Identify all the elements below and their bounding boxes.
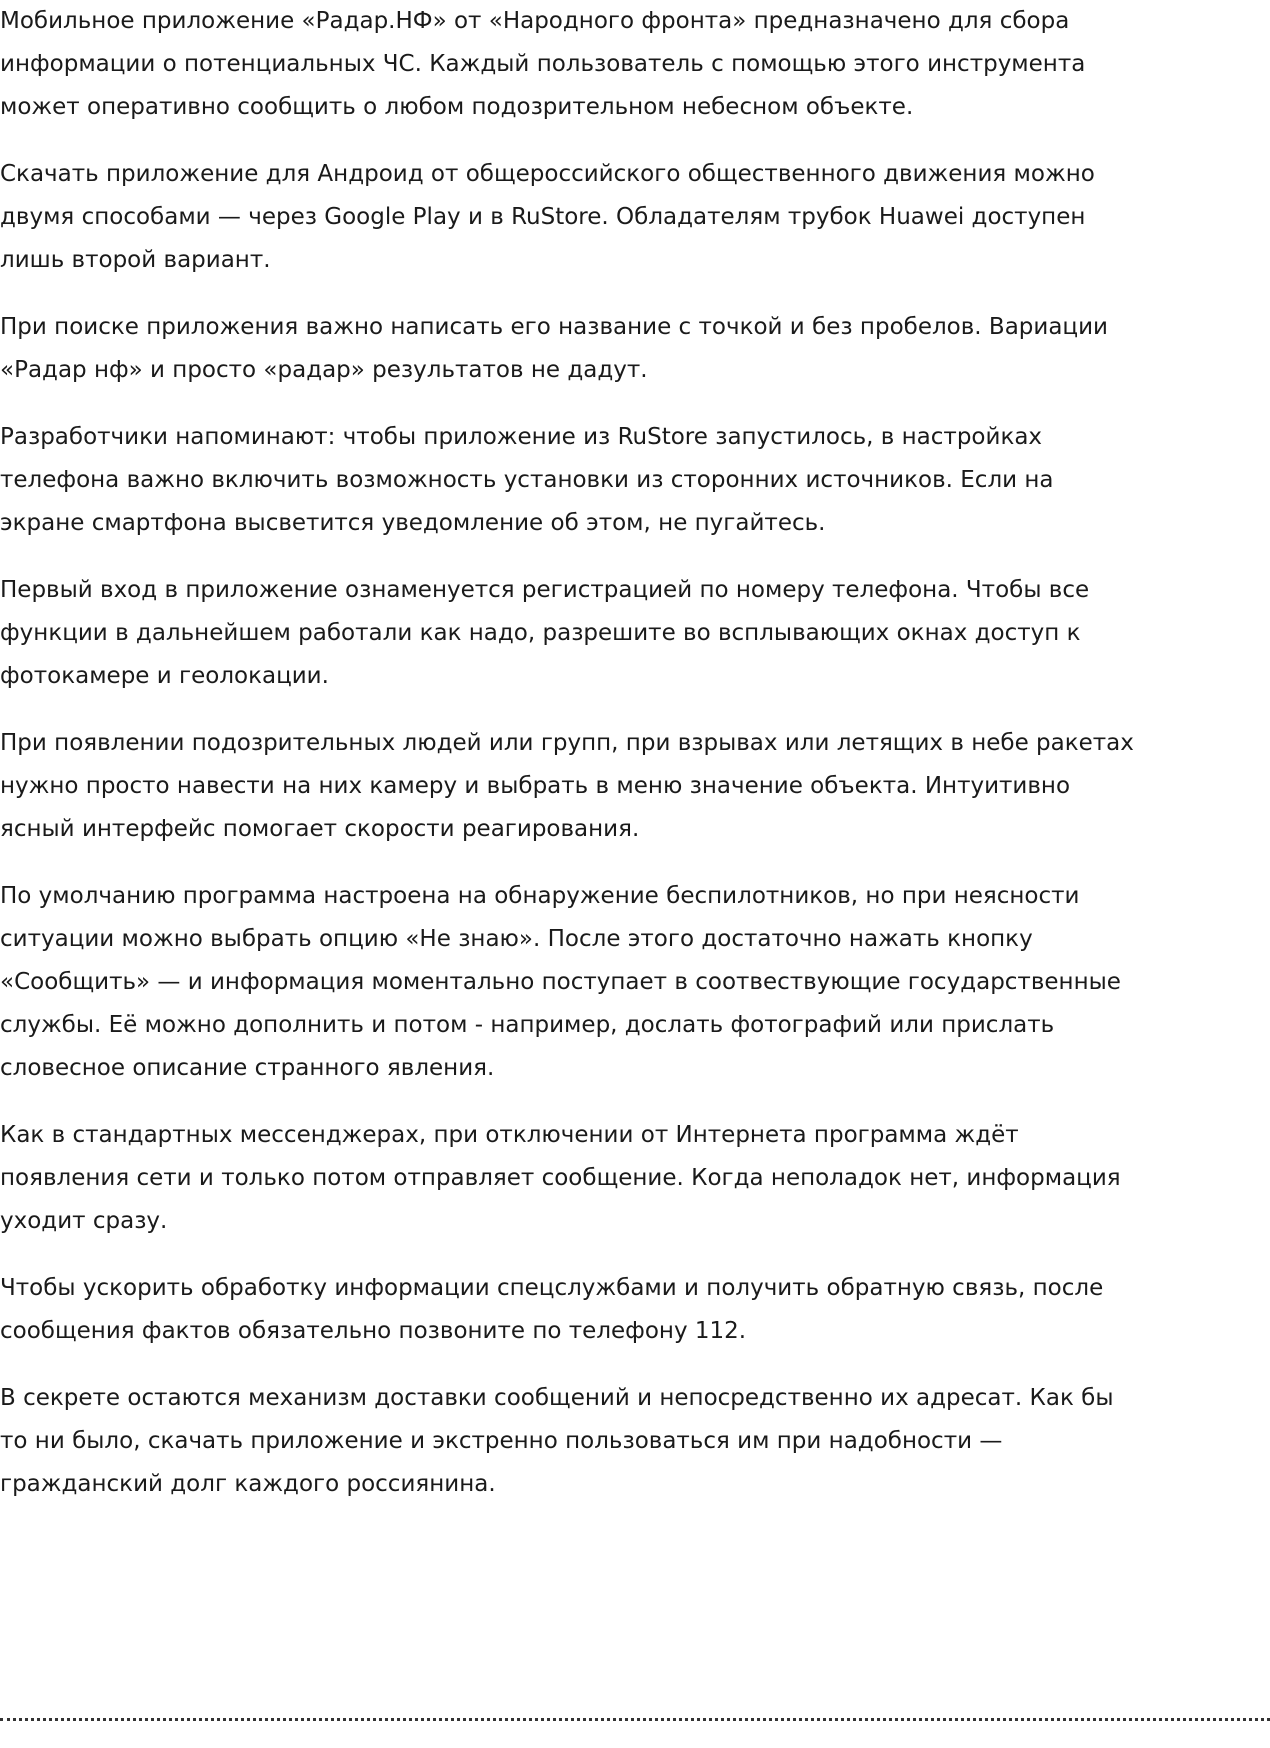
paragraph-rustore: Разработчики напоминают: чтобы приложение из RuStore запустилось, в настройках телефона важно включить возможность установки из сторонних источников. Если на экране смартфона высветится уведомление об этом, не пугайтесь. [0,424,1054,536]
paragraph-default-mode: По умолчанию программа настроена на обнаружение беспилотников, но при неясности ситуации можно выбрать опцию «Не знаю». После этого достаточно нажать кнопку «Сообщить» — и информация моментально поступает в соотвествующие государственные службы. Её можно дополнить и потом - например, дослать фотографий или прислать словесное описание странного явления. [0,883,1121,1081]
paragraph-usage: При появлении подозрительных людей или групп, при взрывах или летящих в небе ракетах нужно просто навести на них камеру и выбрать в меню значение объекта. Интуитивно ясный интерфейс помогает скорости реагирования. [0,730,1134,842]
paragraph-search: При поиске приложения важно написать его название с точкой и без пробелов. Вариации «Радар нф» и просто «радар» результатов не дадут. [0,314,1108,383]
paragraph-intro: Мобильное приложение «Радар.НФ» от «Народного фронта» предназначено для сбора информации о потенциальных ЧС. Каждый пользователь с помощью этого инструмента может оперативно сообщить о любом подозрительном небесном объекте. [0,8,1086,120]
paragraph-call-112: Чтобы ускорить обработку информации спецслужбами и получить обратную связь, после сообщения фактов обязательно позвоните по телефону 112. [0,1275,1104,1344]
dotted-divider [0,1718,1270,1721]
paragraph-download: Скачать приложение для Андроид от общероссийского общественного движения можно двумя способами — через Google Play и в RuStore. Обладателям трубок Huawei доступен лишь второй вариант. [0,161,1095,273]
paragraph-registration: Первый вход в приложение ознаменуется регистрацией по номеру телефона. Чтобы все функции в дальнейшем работали как надо, разрешите во всплывающих окнах доступ к фотокамере и геолокации. [0,577,1090,689]
paragraph-offline: Как в стандартных мессенджерах, при отключении от Интернета программа ждёт появления сети и только потом отправляет сообщение. Когда неполадок нет, информация уходит сразу. [0,1122,1121,1234]
paragraph-conclusion: В секрете остаются механизм доставки сообщений и непосредственно их адресат. Как бы то ни было, скачать приложение и экстренно пользоваться им при надобности — гражданский долг каждого россиянина. [0,1385,1114,1497]
